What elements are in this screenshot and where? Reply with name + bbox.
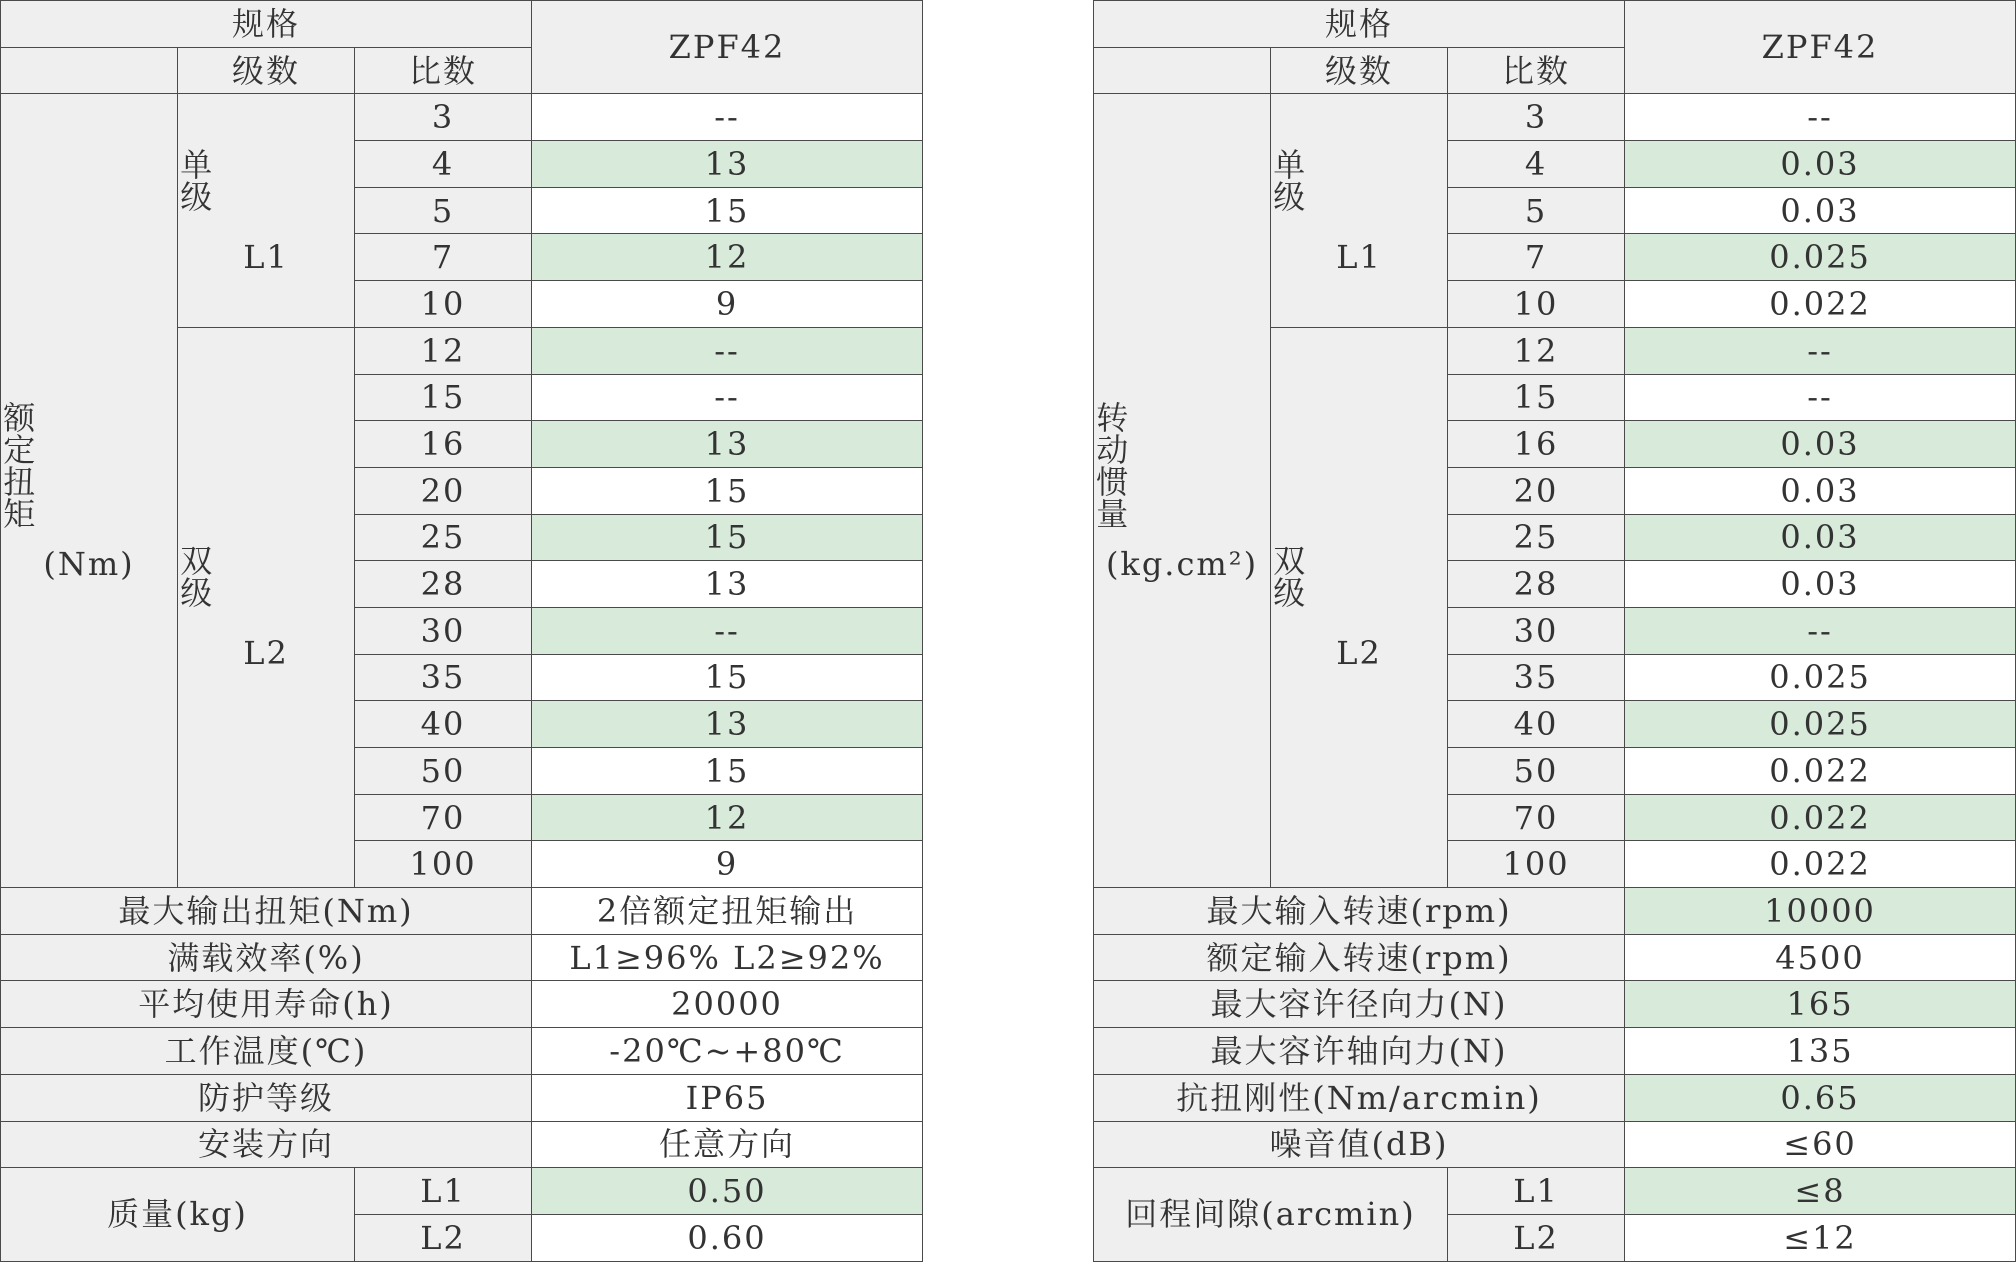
- ratio-cell: 12: [1448, 327, 1625, 374]
- inertia-group-label: 转动惯量: [1096, 398, 1131, 533]
- value-cell: --: [532, 327, 923, 374]
- empty-header-cell: [1, 47, 178, 94]
- spec-value-cell: 165: [1625, 981, 2016, 1028]
- table-row: [1, 981, 923, 1028]
- single-stage-label-cell: [1271, 94, 1448, 327]
- double-stage-label: 双级: [1273, 542, 1308, 613]
- value-cell: 0.025: [1625, 234, 2016, 281]
- spec-label-cell: 额定输入转速(rpm): [1094, 934, 1625, 981]
- table-row: [1094, 888, 2016, 935]
- ratio-cell: 20: [355, 467, 532, 514]
- value-cell: 0.03: [1625, 187, 2016, 234]
- value-cell: 13: [532, 141, 923, 188]
- ratio-cell: 100: [355, 841, 532, 888]
- single-stage-label: 单级: [180, 145, 215, 216]
- table-row: [1094, 981, 2016, 1028]
- l1-value-cell: ≤8: [1625, 1168, 2016, 1215]
- value-cell: 0.03: [1625, 467, 2016, 514]
- table-row: [1, 888, 923, 935]
- ratio-cell: 20: [1448, 467, 1625, 514]
- single-stage-code: L1: [1336, 237, 1382, 276]
- spec-value-cell: 20000: [532, 981, 923, 1028]
- ratio-cell: 7: [1448, 234, 1625, 281]
- rotational-inertia-spec-table: [1093, 0, 2016, 1262]
- model-header: ZPF42: [532, 1, 923, 94]
- double-stage-label-cell: [178, 327, 355, 887]
- ratio-header: 比数: [1448, 47, 1625, 94]
- ratio-cell: 28: [1448, 561, 1625, 608]
- single-stage-label: 单级: [1273, 145, 1308, 216]
- spec-label-cell: 工作温度(℃): [1, 1028, 532, 1075]
- stage-header: 级数: [1271, 47, 1448, 94]
- value-cell: 15: [532, 748, 923, 795]
- spec-label-cell: 最大容许径向力(N): [1094, 981, 1625, 1028]
- ratio-cell: 12: [355, 327, 532, 374]
- ratio-cell: 15: [1448, 374, 1625, 421]
- ratio-cell: 30: [1448, 607, 1625, 654]
- value-cell: 0.03: [1625, 141, 2016, 188]
- value-cell: 13: [532, 561, 923, 608]
- value-cell: 0.03: [1625, 421, 2016, 468]
- l2-value-cell: ≤12: [1625, 1214, 2016, 1261]
- table-row: [1094, 1168, 2016, 1215]
- inertia-group-unit: (kg.cm²): [1105, 544, 1259, 583]
- single-stage-label-cell: [178, 94, 355, 327]
- spec-label-cell: 防护等级: [1, 1074, 532, 1121]
- torque-group-label: 额定扭矩: [3, 398, 38, 533]
- single-stage-code: L1: [243, 237, 289, 276]
- table-row: [1094, 934, 2016, 981]
- spec-value-cell: 10000: [1625, 888, 2016, 935]
- l1-label-cell: L1: [1448, 1168, 1625, 1215]
- spec-header: 规格: [1, 1, 532, 48]
- ratio-cell: 7: [355, 234, 532, 281]
- l1-label-cell: L1: [355, 1168, 532, 1215]
- value-cell: --: [1625, 374, 2016, 421]
- value-cell: 0.022: [1625, 794, 2016, 841]
- spec-value-cell: L1≥96% L2≥92%: [532, 934, 923, 981]
- value-cell: --: [532, 94, 923, 141]
- value-cell: --: [1625, 94, 2016, 141]
- double-stage-code: L2: [1336, 634, 1382, 673]
- value-cell: 9: [532, 841, 923, 888]
- ratio-cell: 16: [355, 421, 532, 468]
- ratio-cell: 50: [1448, 748, 1625, 795]
- value-cell: 13: [532, 701, 923, 748]
- value-cell: --: [532, 374, 923, 421]
- spec-label-cell: 最大输出扭矩(Nm): [1, 888, 532, 935]
- value-cell: 0.022: [1625, 748, 2016, 795]
- spec-label-cell: 安装方向: [1, 1121, 532, 1168]
- spec-label-cell: 满载效率(%): [1, 934, 532, 981]
- value-cell: --: [1625, 327, 2016, 374]
- value-cell: 12: [532, 794, 923, 841]
- ratio-cell: 3: [355, 94, 532, 141]
- value-cell: 0.025: [1625, 701, 2016, 748]
- value-cell: 15: [532, 654, 923, 701]
- spec-value-cell: IP65: [532, 1074, 923, 1121]
- double-stage-code: L2: [243, 634, 289, 673]
- ratio-cell: 10: [1448, 281, 1625, 328]
- ratio-cell: 50: [355, 748, 532, 795]
- ratio-cell: 70: [355, 794, 532, 841]
- ratio-cell: 3: [1448, 94, 1625, 141]
- rated-torque-table-body: [1, 1, 923, 1262]
- ratio-cell: 40: [355, 701, 532, 748]
- table-row: [1, 1168, 923, 1215]
- ratio-cell: 25: [1448, 514, 1625, 561]
- ratio-cell: 4: [1448, 141, 1625, 188]
- ratio-cell: 25: [355, 514, 532, 561]
- value-cell: 9: [532, 281, 923, 328]
- value-cell: 0.03: [1625, 514, 2016, 561]
- double-stage-label-cell: [1271, 327, 1448, 887]
- ratio-cell: 4: [355, 141, 532, 188]
- ratio-cell: 10: [355, 281, 532, 328]
- rotational-inertia-table-body: [1094, 1, 2016, 1262]
- model-header: ZPF42: [1625, 1, 2016, 94]
- value-cell: 0.022: [1625, 281, 2016, 328]
- table-row: [1, 934, 923, 981]
- ratio-cell: 35: [1448, 654, 1625, 701]
- table-row: [1094, 1028, 2016, 1075]
- torque-group-unit: (Nm): [43, 544, 135, 583]
- value-cell: 12: [532, 234, 923, 281]
- spec-value-cell: 4500: [1625, 934, 2016, 981]
- inertia-group-label-cell: [1094, 94, 1271, 888]
- spec-value-cell: ≤60: [1625, 1121, 2016, 1168]
- torque-group-label-cell: [1, 94, 178, 888]
- bottom-label-cell: 回程间隙(arcmin): [1094, 1168, 1448, 1261]
- ratio-cell: 5: [1448, 187, 1625, 234]
- ratio-cell: 30: [355, 607, 532, 654]
- value-cell: 0.022: [1625, 841, 2016, 888]
- double-stage-label: 双级: [180, 542, 215, 613]
- value-cell: 13: [532, 421, 923, 468]
- table-row: [1094, 1074, 2016, 1121]
- l2-label-cell: L2: [355, 1214, 532, 1261]
- ratio-cell: 15: [355, 374, 532, 421]
- empty-header-cell: [1094, 47, 1271, 94]
- l2-value-cell: 0.60: [532, 1214, 923, 1261]
- l1-value-cell: 0.50: [532, 1168, 923, 1215]
- spec-value-cell: -20℃~+80℃: [532, 1028, 923, 1075]
- value-cell: 15: [532, 514, 923, 561]
- value-cell: 0.03: [1625, 561, 2016, 608]
- ratio-cell: 70: [1448, 794, 1625, 841]
- ratio-cell: 16: [1448, 421, 1625, 468]
- value-cell: 15: [532, 187, 923, 234]
- spec-label-cell: 最大容许轴向力(N): [1094, 1028, 1625, 1075]
- spec-value-cell: 0.65: [1625, 1074, 2016, 1121]
- table-row: [1, 94, 923, 141]
- spec-label-cell: 噪音值(dB): [1094, 1121, 1625, 1168]
- ratio-header: 比数: [355, 47, 532, 94]
- spec-value-cell: 任意方向: [532, 1121, 923, 1168]
- l2-label-cell: L2: [1448, 1214, 1625, 1261]
- table-row: [1094, 94, 2016, 141]
- ratio-cell: 35: [355, 654, 532, 701]
- value-cell: 15: [532, 467, 923, 514]
- bottom-label-cell: 质量(kg): [1, 1168, 355, 1261]
- spec-value-cell: 135: [1625, 1028, 2016, 1075]
- value-cell: 0.025: [1625, 654, 2016, 701]
- spec-label-cell: 平均使用寿命(h): [1, 981, 532, 1028]
- table-row: [1094, 1121, 2016, 1168]
- spec-header: 规格: [1094, 1, 1625, 48]
- spec-label-cell: 抗扭刚性(Nm/arcmin): [1094, 1074, 1625, 1121]
- stage-header: 级数: [178, 47, 355, 94]
- ratio-cell: 28: [355, 561, 532, 608]
- table-row: [1, 1028, 923, 1075]
- ratio-cell: 100: [1448, 841, 1625, 888]
- table-row: [1, 1121, 923, 1168]
- spec-value-cell: 2倍额定扭矩输出: [532, 888, 923, 935]
- value-cell: --: [532, 607, 923, 654]
- ratio-cell: 5: [355, 187, 532, 234]
- spec-label-cell: 最大输入转速(rpm): [1094, 888, 1625, 935]
- value-cell: --: [1625, 607, 2016, 654]
- table-row: [1, 1074, 923, 1121]
- rated-torque-spec-table: [0, 0, 923, 1262]
- ratio-cell: 40: [1448, 701, 1625, 748]
